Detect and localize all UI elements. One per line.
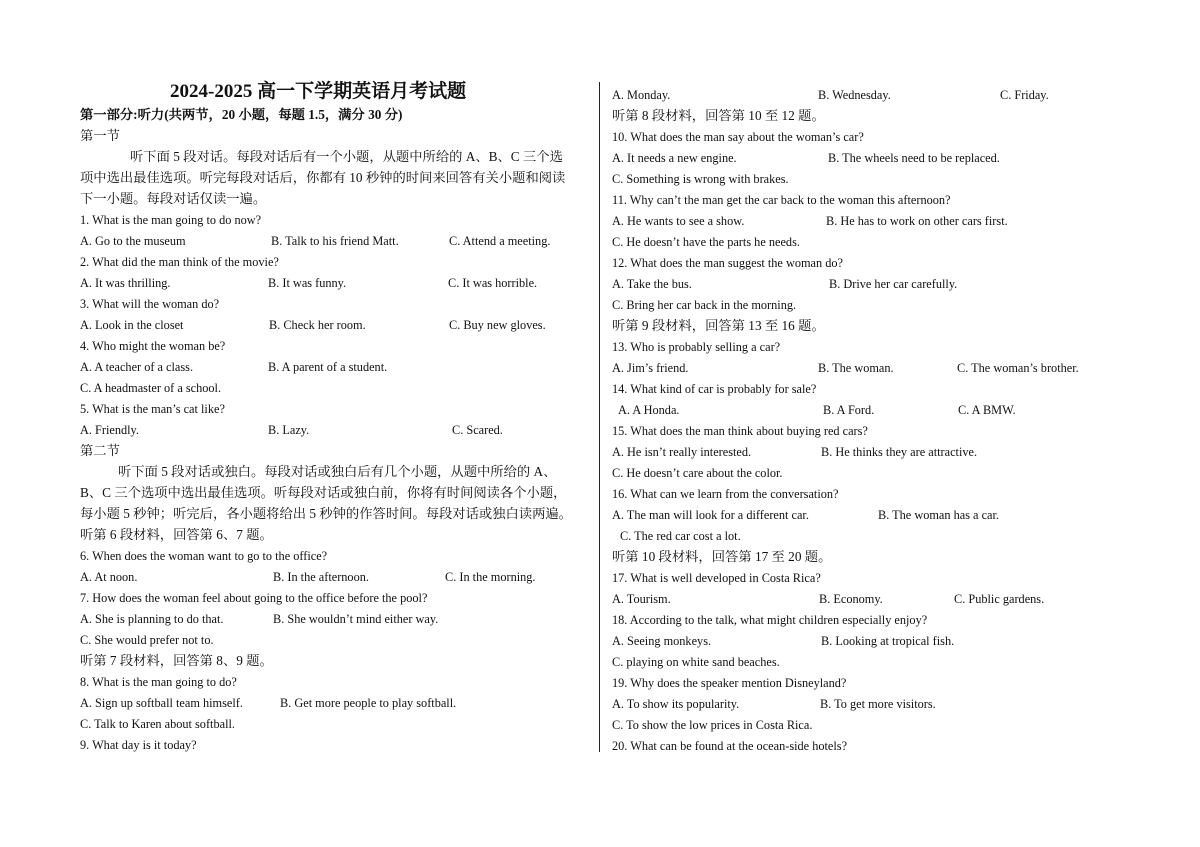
question-13-stem: 13. Who is probably selling a car? (612, 340, 781, 354)
question-20-stem: 20. What can be found at the ocean-side hotels? (612, 739, 848, 753)
question-12-options (612, 274, 1132, 294)
material-label-6: 听第 6 段材料，回答第 6、7 题。 (80, 527, 273, 542)
option-a: A. Look in the closet (80, 318, 184, 332)
question-2-options (80, 273, 592, 293)
option-a: A. Friendly. (80, 423, 139, 437)
option-b: B. The woman has a car. (878, 508, 999, 522)
question-9-options (612, 85, 1132, 105)
question-13-options (612, 358, 1132, 378)
section1-instruction-line: 听下面 5 段对话。每段对话后有一个小题，从题中所给的 A、B、C 三个选 (130, 149, 563, 164)
question-6-options (80, 567, 592, 587)
option-b: B. A parent of a student. (268, 360, 388, 374)
option-c: C. Friday. (1000, 88, 1049, 102)
option-a: A. Monday. (612, 88, 671, 102)
question-5-options (80, 420, 592, 440)
question-3-stem: 3. What will the woman do? (80, 297, 220, 311)
question-14-options (618, 400, 1132, 420)
option-b: B. He thinks they are attractive. (821, 445, 978, 459)
material-label-7: 听第 7 段材料，回答第 8、9 题。 (80, 653, 273, 668)
option-b: B. Lazy. (268, 423, 310, 437)
question-4-stem: 4. Who might the woman be? (80, 339, 226, 353)
option-c: C. He doesn’t have the parts he needs. (612, 235, 800, 249)
option-b: B. Wednesday. (818, 88, 891, 102)
question-1-options (80, 231, 592, 251)
material-label-10: 听第 10 段材料，回答第 17 至 20 题。 (612, 549, 832, 564)
section2-instruction-line: B、C 三个选项中选出最佳选项。听每段对话或独白前，你将有时间阅读各个小题， (80, 485, 567, 500)
question-17-options (612, 589, 1132, 609)
question-18-options (612, 631, 1132, 651)
question-16-stem: 16. What can we learn from the conversation? (612, 487, 839, 501)
option-c: C. The red car cost a lot. (620, 529, 741, 543)
question-8-stem: 8. What is the man going to do? (80, 675, 237, 689)
option-c: C. She would prefer not to. (80, 633, 214, 647)
option-b: B. To get more visitors. (820, 697, 936, 711)
question-2-stem: 2. What did the man think of the movie? (80, 255, 279, 269)
question-19-stem: 19. Why does the speaker mention Disneyland? (612, 676, 847, 690)
question-7-stem: 7. How does the woman feel about going to the office before the pool? (80, 591, 428, 605)
question-3-options (80, 315, 592, 335)
option-c: C. Attend a meeting. (449, 234, 551, 248)
option-c: C. Bring her car back in the morning. (612, 298, 797, 312)
part1-heading: 第一部分:听力(共两节，20 小题，每题 1.5，满分 30 分) (80, 107, 403, 122)
option-a: A. He wants to see a show. (612, 214, 745, 228)
page-title: 2024-2025 高一下学期英语月考试题 (170, 81, 467, 102)
option-b: B. She wouldn’t mind either way. (273, 612, 439, 626)
question-18-stem: 18. According to the talk, what might children especially enjoy? (612, 613, 928, 627)
option-a: A. He isn’t really interested. (612, 445, 752, 459)
section2-instruction-line: 每小题 5 秒钟；听完后，各小题将给出 5 秒钟的作答时间。每段对话或独白读两遍。 (80, 506, 572, 521)
option-c: C. Scared. (452, 423, 503, 437)
option-c: C. Public gardens. (954, 592, 1045, 606)
column-divider (599, 82, 600, 752)
option-c: C. To show the low prices in Costa Rica. (612, 718, 813, 732)
section2-instruction-line: 听下面 5 段对话或独白。每段对话或独白后有几个小题，从题中所给的 A、 (118, 464, 557, 479)
question-6-stem: 6. When does the woman want to go to the office? (80, 549, 328, 563)
option-c: C. It was horrible. (448, 276, 538, 290)
option-c: C. playing on white sand beaches. (612, 655, 780, 669)
option-a: A. A teacher of a class. (80, 360, 194, 374)
option-b: B. A Ford. (823, 403, 875, 417)
option-b: B. Drive her car carefully. (829, 277, 958, 291)
question-11-options (612, 211, 1132, 231)
option-a: A. It needs a new engine. (612, 151, 737, 165)
material-label-8: 听第 8 段材料，回答第 10 至 12 题。 (612, 108, 825, 123)
option-c: C. Something is wrong with brakes. (612, 172, 789, 186)
option-b: B. In the afternoon. (273, 570, 369, 584)
material-label-9: 听第 9 段材料，回答第 13 至 16 题。 (612, 318, 825, 333)
question-15-stem: 15. What does the man think about buying red cars? (612, 424, 868, 438)
option-b: B. Get more people to play softball. (280, 696, 457, 710)
option-b: B. He has to work on other cars first. (826, 214, 1008, 228)
question-1-stem: 1. What is the man going to do now? (80, 213, 262, 227)
option-a: A. At noon. (80, 570, 138, 584)
question-8-options (80, 693, 592, 713)
question-19-options (612, 694, 1132, 714)
option-a: A. The man will look for a different car. (612, 508, 809, 522)
option-c: C. Talk to Karen about softball. (80, 717, 235, 731)
option-b: B. Talk to his friend Matt. (271, 234, 399, 248)
option-c: C. Buy new gloves. (449, 318, 546, 332)
question-16-options (612, 505, 1132, 525)
option-a: A. To show its popularity. (612, 697, 740, 711)
section1-instruction-line: 下一小题。每段对话仅读一遍。 (80, 191, 267, 206)
option-b: B. Check her room. (269, 318, 366, 332)
option-a: A. Sign up softball team himself. (80, 696, 243, 710)
question-12-stem: 12. What does the man suggest the woman do? (612, 256, 843, 270)
question-14-stem: 14. What kind of car is probably for sale? (612, 382, 817, 396)
option-b: B. The woman. (818, 361, 894, 375)
option-a: A. Tourism. (612, 592, 671, 606)
option-a: A. It was thrilling. (80, 276, 171, 290)
option-c: C. In the morning. (445, 570, 536, 584)
option-a: A. She is planning to do that. (80, 612, 224, 626)
option-a: A. Go to the museum (80, 234, 186, 248)
option-c: C. A headmaster of a school. (80, 381, 222, 395)
question-7-options (80, 609, 592, 629)
question-10-options (612, 148, 1132, 168)
question-11-stem: 11. Why can’t the man get the car back to the woman this afternoon? (612, 193, 951, 207)
option-b: B. The wheels need to be replaced. (828, 151, 1000, 165)
question-17-stem: 17. What is well developed in Costa Rica? (612, 571, 821, 585)
option-c: C. The woman’s brother. (957, 361, 1079, 375)
option-b: B. It was funny. (268, 276, 347, 290)
option-a: A. Take the bus. (612, 277, 692, 291)
option-a: A. Seeing monkeys. (612, 634, 712, 648)
question-4-options (80, 357, 592, 377)
option-b: B. Looking at tropical fish. (821, 634, 955, 648)
question-9-stem: 9. What day is it today? (80, 738, 197, 752)
option-a: A. A Honda. (618, 403, 680, 417)
option-a: A. Jim’s friend. (612, 361, 689, 375)
option-b: B. Economy. (819, 592, 883, 606)
section1-heading: 第一节 (80, 128, 120, 143)
question-5-stem: 5. What is the man’s cat like? (80, 402, 225, 416)
question-10-stem: 10. What does the man say about the woman’s car? (612, 130, 864, 144)
option-c: C. A BMW. (958, 403, 1016, 417)
section2-heading: 第二节 (80, 443, 120, 458)
option-c: C. He doesn’t care about the color. (612, 466, 783, 480)
section1-instruction-line: 项中选出最佳选项。听完每段对话后，你都有 10 秒钟的时间来回答有关小题和阅读 (80, 170, 566, 185)
question-15-options (612, 442, 1132, 462)
